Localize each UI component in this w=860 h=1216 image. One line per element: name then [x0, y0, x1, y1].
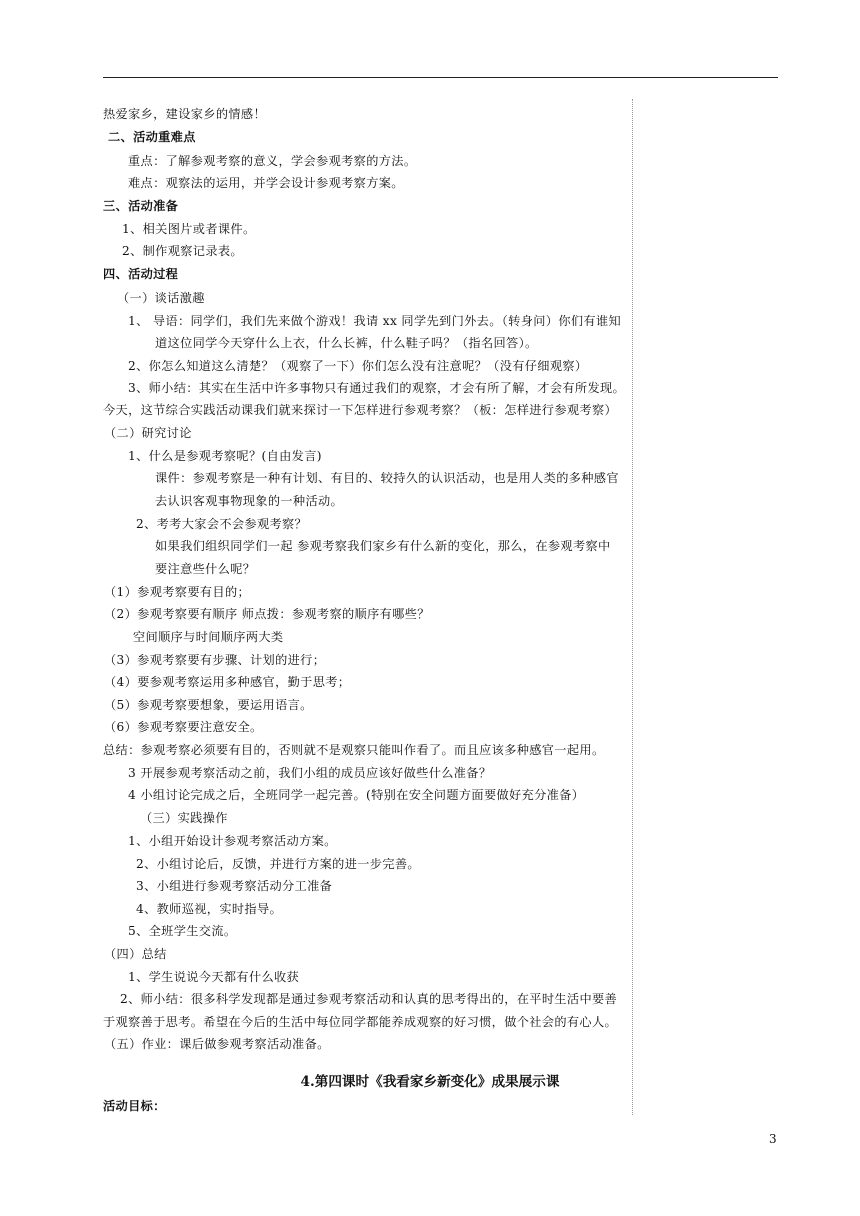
text-line: （四）总结	[104, 947, 167, 961]
text-line: 于观察善于思考。希望在今后的生活中每位同学都能养成观察的好习惯，做个社会的有心人。	[103, 1015, 618, 1029]
text-line: 课件：参观考察是一种有计划、有目的、较持久的认识活动，也是用人类的多种感官	[155, 471, 619, 485]
activity-goal-label: 活动目标：	[103, 1099, 166, 1113]
text-line: 今天，这节综合实践活动课我们就来探讨一下怎样进行参观考察？（板：怎样进行参观考察）	[103, 403, 618, 417]
text-line: 总结：参观考察必须要有目的，否则就不是观察只能叫作看了。而且应该多种感官一起用。	[103, 743, 605, 757]
text-line: 2、制作观察记录表。	[122, 244, 243, 258]
text-line: 2、你怎么知道这么清楚？（观察了一下）你们怎么没有注意呢？（没有仔细观察）	[128, 359, 588, 373]
text-line: 难点：观察法的运用，并学会设计参观考察方案。	[128, 176, 404, 190]
text-line: 1、小组开始设计参观考察活动方案。	[128, 834, 337, 848]
text-line: 重点：了解参观考察的意义，学会参观考察的方法。	[128, 154, 417, 168]
margin-rule	[632, 99, 633, 1115]
text-line: 要注意些什么呢？	[155, 562, 256, 576]
section-title: 二、活动重难点	[108, 130, 196, 144]
section-title: 四、活动过程	[103, 267, 179, 281]
text-line: 4 小组讨论完成之后，全班同学一起完善。(特别在安全问题方面要做好充分准备）	[128, 788, 585, 802]
text-line: 去认识客观事物现象的一种活动。	[155, 494, 344, 508]
text-line: 2、考考大家会不会参观考察？	[136, 517, 308, 531]
text-line: 热爱家乡，建设家乡的情感！	[103, 107, 266, 121]
text-line: （一）谈话激趣	[117, 291, 205, 305]
text-line: （三）实践操作	[140, 811, 228, 825]
page-number: 3	[769, 1132, 777, 1146]
text-line: 1、学生说说今天都有什么收获	[128, 970, 300, 984]
text-line: 如果我们组织同学们一起 参观考察我们家乡有什么新的变化，那么，在参观考察中	[155, 539, 611, 553]
text-line: （4）要参观考察运用多种感官，勤于思考；	[104, 675, 351, 689]
text-line: 3 开展参观考察活动之前，我们小组的成员应该好做些什么准备？	[128, 766, 492, 780]
text-line: （6）参观考察要注意安全。	[104, 720, 263, 734]
text-line: 1、什么是参观考察呢？(自由发言)	[128, 449, 322, 463]
section-heading: 4.第四课时《我看家乡新变化》成果展示课	[300, 1074, 560, 1090]
text-line: 道这位同学今天穿什么上衣，什么长裤，什么鞋子吗？（指名回答）。	[155, 336, 538, 350]
text-line: （1）参观考察要有目的；	[104, 585, 251, 599]
text-line: （3）参观考察要有步骤、计划的进行；	[104, 653, 326, 667]
text-line: （5）参观考察要想象，要运用语言。	[104, 698, 313, 712]
text-line: （五）作业：课后做参观考察活动准备。	[104, 1037, 330, 1051]
text-line: 2、小组讨论后，反馈，并进行方案的进一步完善。	[136, 857, 420, 871]
text-line: 3、小组进行参观考察活动分工准备	[136, 879, 333, 893]
section-title: 三、活动准备	[103, 199, 179, 213]
text-line: 2、师小结：很多科学发现都是通过参观考察活动和认真的思考得出的，在平时生活中要善	[120, 992, 618, 1006]
text-line: 1、 导语：同学们，我们先来做个游戏！我请 xx 同学先到门外去。（转身问）你们有谁知	[128, 314, 622, 328]
text-line: 4、教师巡视，实时指导。	[136, 902, 283, 916]
header-rule	[103, 77, 778, 78]
text-line: （2）参观考察要有顺序 师点拨：参观考察的顺序有哪些？	[104, 607, 430, 621]
text-line: 空间顺序与时间顺序两大类	[133, 630, 284, 644]
text-line: 5、全班学生交流。	[128, 924, 237, 938]
text-line: （二）研究讨论	[104, 426, 192, 440]
text-line: 1、相关图片或者课件。	[122, 222, 256, 236]
text-line: 3、师小结：其实在生活中许多事物只有通过我们的观察，才会有所了解，才会有所发现。	[128, 381, 626, 395]
